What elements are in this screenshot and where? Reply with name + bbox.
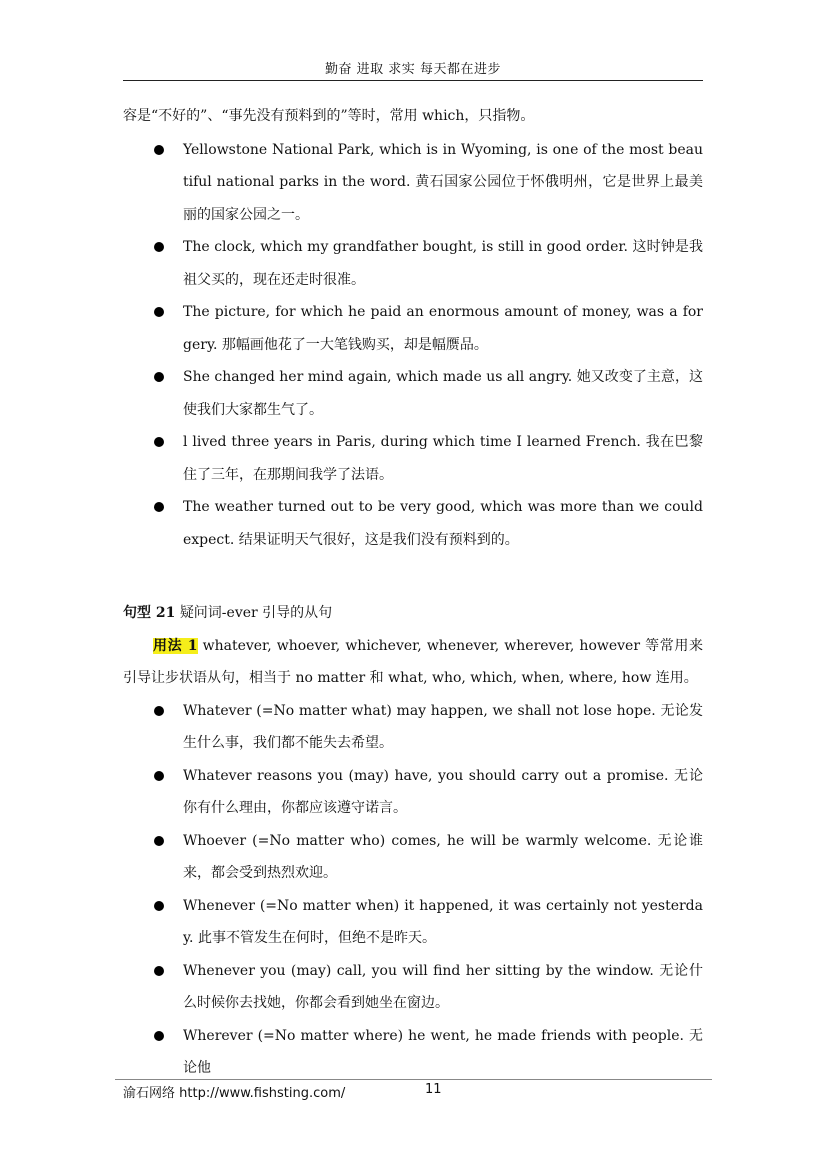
example-text: l lived three years in Paris, during which time I learned French. 我在巴黎住了三年，在那期间我学了法语。: [183, 434, 703, 483]
footer-site: 渝石网络 http://www.fishsting.com/: [123, 1086, 346, 1101]
bullet-icon: [154, 901, 164, 911]
bullet-icon: [154, 966, 164, 976]
example-text: Whoever (=No matter who) comes, he will be warmly welcome. 无论谁来，都会受到热烈欢迎。: [183, 832, 703, 881]
bullet-icon: [154, 437, 164, 447]
footer-rule: [115, 1079, 712, 1080]
section-title: 疑问词-ever 引导的从句: [179, 605, 333, 621]
bullet-icon: [154, 1031, 164, 1041]
list-item: [123, 426, 703, 491]
usage-tag: 用法 1: [153, 637, 198, 654]
example-text: The weather turned out to be very good, which was more than we could expect. 结果证明天气很好，这是我们没有预料到的。: [183, 499, 703, 548]
example-text: She changed her mind again, which made us all angry. 她又改变了主意，这使我们大家都生气了。: [183, 369, 703, 418]
list-item: [123, 825, 703, 890]
bullet-icon: [154, 307, 164, 317]
example-text: Whenever (=No matter when) it happened, it was certainly not yesterday. 此事不管发生在何时，但绝不是昨天。: [183, 897, 703, 946]
example-text: Whenever you (may) call, you will find her sitting by the window. 无论什么时候你去找她，你都会看到她坐在窗边。: [183, 962, 703, 1011]
section-label: 句型 21: [123, 605, 176, 621]
list-item: [123, 695, 703, 760]
section-heading: [123, 597, 703, 630]
list-item: [123, 231, 703, 296]
usage-paragraph: [123, 630, 703, 695]
header-rule: [123, 80, 703, 81]
bullet-icon: [154, 145, 164, 155]
list-item: [123, 296, 703, 361]
document-body: [123, 100, 703, 1085]
example-text: Yellowstone National Park, which is in Wyoming, is one of the most beautiful national parks in the word. 黄石国家公园位于怀俄明州，它是世界上最美丽的国家公园之一。: [183, 141, 703, 223]
list-item: [123, 955, 703, 1020]
intro-line: 容是“不好的”、“事先没有预料到的”等时，常用 which，只指物。: [123, 108, 535, 124]
example-list-a: [123, 134, 703, 557]
bullet-icon: [154, 242, 164, 252]
list-item: [123, 134, 703, 232]
example-text: The picture, for which he paid an enormous amount of money, was a forgery. 那幅画他花了一大笔钱购买，却是幅赝品。: [183, 304, 703, 353]
bullet-icon: [154, 836, 164, 846]
page-number: 11: [425, 1082, 442, 1097]
list-item: [123, 491, 703, 556]
page-header: 勤奋 进取 求实 每天都在进步: [325, 62, 501, 77]
example-text: Wherever (=No matter where) he went, he made friends with people. 无论他: [183, 1027, 703, 1076]
bullet-icon: [154, 502, 164, 512]
list-item: [123, 1020, 703, 1085]
list-item: [123, 760, 703, 825]
usage-text: whatever, whoever, whichever, whenever, wherever, however 等常用来引导让步状语从句，相当于 no matter 和 what, who, which, when, where, how 连用。: [123, 637, 704, 686]
bullet-icon: [154, 706, 164, 716]
example-text: Whatever (=No matter what) may happen, we shall not lose hope. 无论发生什么事，我们都不能失去希望。: [183, 702, 703, 751]
page-footer: [123, 1082, 442, 1101]
bullet-icon: [154, 372, 164, 382]
bullet-icon: [154, 771, 164, 781]
list-item: [123, 361, 703, 426]
example-list-b: [123, 695, 703, 1085]
example-text: Whatever reasons you (may) have, you should carry out a promise. 无论你有什么理由，你都应该遵守诺言。: [183, 767, 703, 816]
list-item: [123, 890, 703, 955]
example-text: The clock, which my grandfather bought, is still in good order. 这时钟是我祖父买的，现在还走时很准。: [183, 239, 703, 288]
